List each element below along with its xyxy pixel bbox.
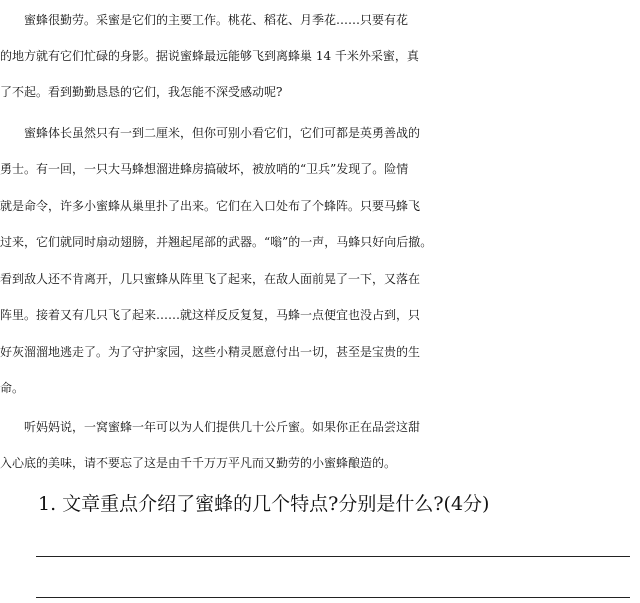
answer-line-1[interactable]	[36, 556, 630, 557]
text-line-3: 了不起。看到勤勤恳恳的它们，我怎能不深受感动呢?	[0, 85, 283, 99]
answer-line-2[interactable]	[36, 597, 630, 598]
question-1: 1. 文章重点介绍了蜜蜂的几个特点?分别是什么?(4分)	[0, 493, 490, 515]
text-line-4: 蜜蜂体长虽然只有一到二厘米，但你可别小看它们，它们可都是英勇善战的	[0, 126, 421, 140]
text-line-10: 好灰溜溜地逃走了。为了守护家园，这些小精灵愿意付出一切，甚至是宝贵的生	[0, 345, 421, 359]
text-line-7: 过来，它们就同时扇动翅膀，并翘起尾部的武器。“嗡”的一声，马蜂只好向后撤。	[0, 235, 433, 249]
text-line-12: 听妈妈说，一窝蜜蜂一年可以为人们提供几十公斤蜜。如果你正在品尝这甜	[0, 420, 421, 434]
text-line-9: 阵里。接着又有几只飞了起来……就这样反反复复，马蜂一点便宜也没占到，只	[0, 308, 421, 322]
text-line-1: 蜜蜂很勤劳。采蜜是它们的主要工作。桃花、稻花、月季花……只要有花	[0, 13, 409, 27]
text-line-8: 看到敌人还不肯离开，几只蜜蜂从阵里飞了起来，在敌人面前晃了一下，又落在	[0, 272, 421, 286]
text-line-13: 入心底的美味，请不要忘了这是由千千万万平凡而又勤劳的小蜜蜂酿造的。	[0, 456, 397, 470]
text-line-2: 的地方就有它们忙碌的身影。据说蜜蜂最远能够飞到离蜂巢 14 千米外采蜜，真	[0, 49, 419, 63]
text-line-5: 勇士。有一回，一只大马蜂想溜进蜂房搞破坏，被放哨的“卫兵”发现了。险情	[0, 162, 409, 176]
text-line-11: 命。	[0, 381, 25, 395]
text-line-6: 就是命令，许多小蜜蜂从巢里扑了出来。它们在入口处布了个蜂阵。只要马蜂飞	[0, 199, 421, 213]
